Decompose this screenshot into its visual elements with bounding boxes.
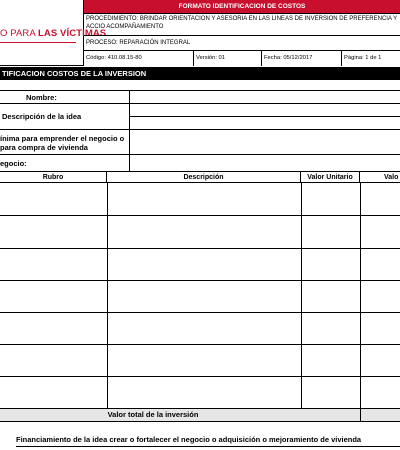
document-code: Código: 410.08.15-80 [84,51,194,66]
col-header-rubro: Rubro [0,172,107,183]
total-label: Valor total de la inversión [107,410,199,419]
minimum-investment-label-cell [0,130,130,154]
grid-line [301,183,302,408]
footer-rule [16,446,400,447]
name-label-cell [0,91,130,103]
grid-line [360,183,361,408]
col-header-valor-total: Valo [360,172,400,183]
field-divider [130,116,400,117]
name-field[interactable] [130,91,400,103]
document-version: Versión: 01 [194,51,262,66]
minimum-investment-label-1: ínima para emprender el negocio o [0,134,125,143]
idea-description-label: Descripción de la idea [2,112,82,121]
grid-line [107,183,108,408]
minimum-investment-field[interactable] [130,130,400,154]
business-label: egocio: [0,159,27,168]
document-page: Página: 1 de 1 [344,55,382,61]
idea-description-field[interactable] [130,104,400,129]
name-label: Nombre: [26,93,57,102]
col-header-valor-unitario: Valor Unitario [301,172,360,183]
financing-heading: Financiamiento de la idea crear o fortalecer el negocio o adquisición o mejoramiento de vivienda [16,435,362,444]
table-row-divider [0,376,400,377]
logo-cell [0,0,107,66]
logo-underline [0,42,76,43]
total-value-field[interactable] [360,409,400,421]
procedure-text: PROCEDIMIENTO: BRINDAR ORIENTACION Y ASESORIA EN LAS LINEAS DE INVERSION DE PREFERENCIA Y ACCIO ACOMPAÑAMIENTO [84,14,400,36]
table-row-divider [0,215,400,216]
document-date: Fecha: 05/12/2017 [262,51,342,66]
col-header-descripcion: Descripción [107,172,301,183]
idea-description-label-cell [0,104,130,129]
form-title: FORMATO IDENTIFICACION DE COSTOS [84,0,400,14]
minimum-investment-row [0,130,400,155]
table-row-divider [0,344,400,345]
total-row [0,408,400,422]
business-field[interactable] [130,155,400,171]
table-row-divider [0,280,400,281]
table-row-divider [0,312,400,313]
idea-description-row [0,104,400,130]
business-row [0,155,400,172]
section-title: TIFICACION COSTOS DE LA INVERSION [0,67,400,80]
process-text: PROCESO: REPARACIÓN INTEGRAL [84,36,400,51]
name-row [0,90,400,104]
logo-prefix: O PARA [0,28,39,39]
table-row-divider [0,248,400,249]
document-meta-row [84,51,400,66]
minimum-investment-label-2: para compra de vivienda [0,143,88,152]
logo-emphasis: LAS VÍCTIMAS [38,28,107,39]
business-label-cell [0,155,130,171]
